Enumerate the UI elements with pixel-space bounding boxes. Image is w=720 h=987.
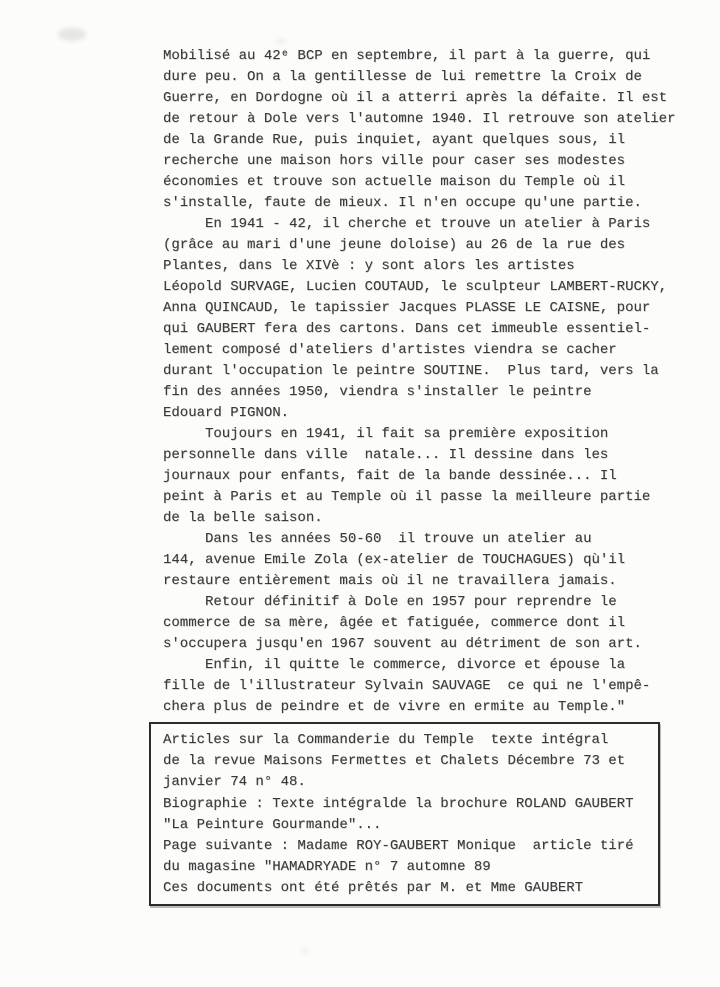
text-line: qui GAUBERT fera des cartons. Dans cet immeuble essentiel-	[163, 321, 651, 337]
text-line: Guerre, en Dordogne où il a atterri après la défaite. Il est	[163, 90, 668, 106]
sources-note-box	[149, 722, 660, 906]
text-line: 144, avenue Emile Zola (ex-atelier de TOUCHAGUES) qù'il	[163, 552, 626, 568]
text-line: journaux pour enfants, fait de la bande dessinée... Il	[163, 468, 617, 484]
note-line: "La Peinture Gourmande"...	[163, 816, 382, 833]
note-line: Ces documents ont été prêtés par M. et Mme GAUBERT	[163, 880, 584, 897]
note-line: du magasine "HAMADRYADE n° 7 automne 89	[163, 859, 491, 876]
text-line: durant l'occupation le peintre SOUTINE. Plus tard, vers la	[163, 363, 659, 379]
text-line: Edouard PIGNON.	[163, 405, 290, 421]
text-line: Dans les années 50-60 il trouve un atelier au	[163, 531, 592, 547]
scan-smudge	[58, 28, 86, 41]
text-line: de retour à Dole vers l'automne 1940. Il retrouve son atelier	[163, 111, 676, 127]
text-line: (grâce au mari d'une jeune doloise) au 26 de la rue des	[163, 237, 626, 253]
text-line: économies et trouve son actuelle maison du Temple où il	[163, 174, 626, 190]
text-line: s'occupera jusqu'en 1967 souvent au détriment de son art.	[163, 636, 642, 652]
note-line: Page suivante : Madame ROY-GAUBERT Monique article tiré	[163, 838, 634, 855]
text-line: Plantes, dans le XIVè : y sont alors les artistes	[163, 258, 575, 274]
sources-note-text	[163, 730, 646, 900]
text-line: recherche une maison hors ville pour caser ses modestes	[163, 153, 626, 169]
note-line: Biographie : Texte intégralde la brochure ROLAND GAUBERT	[163, 795, 634, 812]
text-line: Anna QUINCAUD, le tapissier Jacques PLASSE LE CAISNE, pour	[163, 300, 651, 316]
note-line: janvier 74 n° 48.	[163, 774, 306, 791]
text-line: Enfin, il quitte le commerce, divorce et épouse la	[163, 657, 626, 673]
text-line: fin des années 1950, viendra s'installer le peintre	[163, 384, 592, 400]
scan-smudge	[276, 38, 286, 44]
text-line: lement composé d'ateliers d'artistes viendra se cacher	[163, 342, 617, 358]
text-line: Mobilisé au 42ᵉ BCP en septembre, il part à la guerre, qui	[163, 48, 651, 64]
text-line: commerce de sa mère, âgée et fatiguée, commerce dont il	[163, 615, 626, 631]
text-line: chera plus de peindre et de vivre en ermite au Temple."	[163, 699, 626, 715]
note-line: Articles sur la Commanderie du Temple texte intégral	[163, 732, 609, 748]
text-line: fille de l'illustrateur Sylvain SAUVAGE ce qui ne l'empê-	[163, 678, 651, 694]
text-line: Retour définitif à Dole en 1957 pour reprendre le	[163, 594, 617, 610]
text-line: dure peu. On a la gentillesse de lui remettre la Croix de	[163, 69, 642, 85]
text-line: peint à Paris et au Temple où il passe la meilleure partie	[163, 489, 651, 505]
text-line: personnelle dans ville natale... Il dessine dans les	[163, 447, 609, 463]
text-line: de la Grande Rue, puis inquiet, ayant quelques sous, il	[163, 132, 626, 148]
biography-body-text	[163, 46, 675, 718]
text-line: restaure entièrement mais où il ne travaillera jamais.	[163, 573, 617, 589]
text-line: Léopold SURVAGE, Lucien COUTAUD, le sculpteur LAMBERT-RUCKY,	[163, 279, 668, 295]
scan-smudge	[300, 948, 309, 954]
text-line: de la belle saison.	[163, 510, 323, 526]
text-line: s'installe, faute de mieux. Il n'en occupe qu'une partie.	[163, 195, 642, 211]
note-line: de la revue Maisons Fermettes et Chalets Décembre 73 et	[163, 753, 626, 770]
text-line: Toujours en 1941, il fait sa première exposition	[163, 426, 609, 442]
text-line: En 1941 - 42, il cherche et trouve un atelier à Paris	[163, 216, 651, 232]
